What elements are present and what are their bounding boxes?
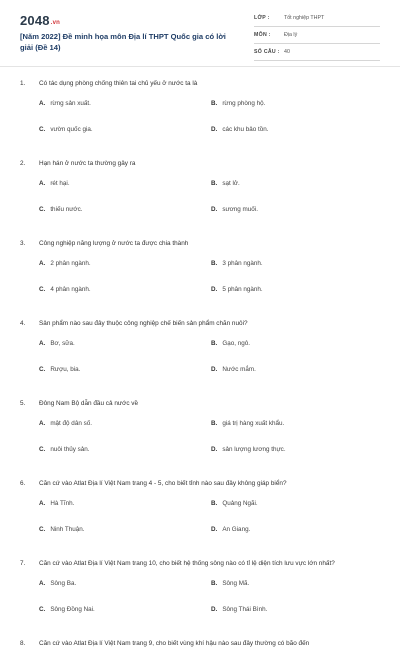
option-letter: C. (39, 446, 46, 453)
option-letter: B. (211, 340, 218, 347)
logo-text: 2048 (20, 13, 50, 28)
option-text: Gạo, ngô. (222, 340, 250, 347)
meta-value: 40 (284, 49, 290, 55)
answer-options (0, 580, 400, 632)
option-letter: A. (39, 100, 46, 107)
option-letter: D. (211, 126, 218, 133)
question-text: Công nghiệp năng lượng ở nước ta được chia thành (39, 240, 189, 247)
meta-label: SỐ CÂU : (254, 49, 280, 55)
option-text: rừng sản xuất. (50, 100, 91, 107)
question-stem (0, 159, 400, 170)
option-text: Ninh Thuận. (50, 526, 85, 533)
option-text: Hà Tĩnh. (50, 500, 75, 507)
answer-row (0, 180, 400, 206)
option-text: rét hại. (50, 180, 70, 187)
answer-option[interactable] (211, 446, 286, 453)
option-letter: C. (39, 126, 46, 133)
answer-option[interactable] (39, 180, 70, 187)
question-number: 6. (20, 480, 26, 487)
option-letter: D. (211, 606, 218, 613)
meta-label: MÔN : (254, 32, 271, 38)
site-logo[interactable] (20, 13, 60, 28)
answer-option[interactable] (39, 526, 85, 533)
option-letter: B. (211, 100, 218, 107)
option-letter: C. (39, 526, 46, 533)
answer-option[interactable] (211, 286, 263, 293)
meta-value: Tốt nghiệp THPT (284, 15, 325, 21)
option-text: các khu bảo tồn. (222, 126, 269, 133)
option-letter: C. (39, 606, 46, 613)
answer-option[interactable] (39, 446, 90, 453)
option-text: Nước mắm. (222, 366, 256, 373)
option-text: thiếu nước. (50, 206, 83, 213)
answer-row (0, 606, 400, 632)
answer-option[interactable] (211, 500, 258, 507)
option-letter: B. (211, 260, 218, 267)
option-letter: B. (211, 580, 218, 587)
answer-option[interactable] (39, 260, 91, 267)
option-text: sản lượng lương thực. (222, 446, 286, 453)
answer-options (0, 340, 400, 392)
option-letter: A. (39, 340, 46, 347)
answer-option[interactable] (39, 500, 74, 507)
answer-row (0, 500, 400, 526)
option-letter: C. (39, 366, 46, 373)
option-letter: B. (211, 180, 218, 187)
question-number: 2. (20, 160, 26, 167)
question-item (0, 159, 400, 232)
header-divider (0, 66, 400, 67)
option-text: sạt lở. (222, 180, 240, 187)
option-text: 2 phân ngành. (50, 260, 91, 267)
question-number: 4. (20, 320, 26, 327)
question-number: 7. (20, 560, 26, 567)
question-text: Căn cứ vào Atlat Địa lí Việt Nam trang 4 - 5, cho biết tỉnh nào sau đây không giáp biển? (39, 480, 287, 487)
answer-option[interactable] (211, 366, 256, 373)
question-text: Hạn hán ở nước ta thường gây ra (39, 160, 136, 167)
option-text: mật độ dân số. (50, 420, 92, 427)
exam-meta (254, 12, 380, 63)
option-text: Rượu, bia. (50, 366, 81, 373)
answer-option[interactable] (211, 526, 250, 533)
answer-row (0, 286, 400, 312)
question-stem (0, 319, 400, 330)
answer-row (0, 580, 400, 606)
answer-option[interactable] (211, 100, 265, 107)
question-item (0, 639, 400, 650)
answer-option[interactable] (211, 260, 263, 267)
question-stem (0, 399, 400, 410)
question-text: Đông Nam Bộ dẫn đầu cả nước về (39, 400, 139, 407)
answer-option[interactable] (39, 580, 76, 587)
meta-count-row (254, 46, 380, 61)
option-text: vườn quốc gia. (50, 126, 93, 133)
answer-options (0, 180, 400, 232)
answer-options (0, 100, 400, 152)
option-text: Quảng Ngãi. (222, 500, 258, 507)
answer-row (0, 260, 400, 286)
question-item (0, 239, 400, 312)
exam-title: [Năm 2022] Đề minh họa môn Địa lí THPT Quốc gia có lời giải (Đề 14) (20, 32, 226, 52)
question-stem (0, 639, 400, 650)
option-text: Sông Mã. (222, 580, 250, 587)
answer-option[interactable] (211, 580, 249, 587)
answer-row (0, 366, 400, 392)
question-number: 5. (20, 400, 26, 407)
question-item (0, 399, 400, 472)
option-letter: B. (211, 420, 218, 427)
question-item (0, 319, 400, 392)
option-letter: D. (211, 526, 218, 533)
option-letter: C. (39, 206, 46, 213)
answer-option[interactable] (211, 126, 269, 133)
answer-row (0, 526, 400, 552)
answer-option[interactable] (211, 206, 258, 213)
option-letter: A. (39, 500, 46, 507)
logo-suffix: .vn (50, 20, 61, 26)
answer-row (0, 446, 400, 472)
question-text: Sản phẩm nào sau đây thuộc công nghiệp chế biến sản phẩm chăn nuôi? (39, 320, 248, 327)
answer-row (0, 420, 400, 446)
option-letter: D. (211, 366, 218, 373)
answer-options (0, 260, 400, 312)
option-text: Bơ, sữa. (50, 340, 75, 347)
page-header (0, 0, 400, 62)
answer-row (0, 206, 400, 232)
meta-value: Địa lý (284, 32, 298, 38)
answer-option[interactable] (39, 126, 93, 133)
answer-option[interactable] (39, 100, 91, 107)
meta-subject-row (254, 29, 380, 44)
question-number: 3. (20, 240, 26, 247)
option-letter: A. (39, 260, 46, 267)
option-text: Sông Ba. (50, 580, 77, 587)
option-letter: C. (39, 286, 46, 293)
question-number: 8. (20, 640, 26, 647)
question-item (0, 479, 400, 552)
option-text: 4 phân ngành. (50, 286, 91, 293)
option-letter: D. (211, 446, 218, 453)
option-text: Sông Thái Bình. (222, 606, 268, 613)
answer-option[interactable] (39, 366, 80, 373)
question-stem (0, 559, 400, 570)
question-item (0, 79, 400, 152)
question-text: Căn cứ vào Atlat Địa lí Việt Nam trang 10, cho biết hệ thống sông nào có tỉ lệ diện tích lưu vực lớn nhất? (39, 560, 335, 567)
answer-options (0, 420, 400, 472)
option-text: nuôi thủy sản. (50, 446, 90, 453)
question-text: Có tác dụng phòng chống thiên tai chủ yếu ở nước ta là (39, 80, 198, 87)
answer-row (0, 100, 400, 126)
answer-option[interactable] (211, 180, 240, 187)
option-letter: D. (211, 286, 218, 293)
question-list (0, 79, 400, 657)
meta-label: LỚP : (254, 15, 270, 21)
option-letter: D. (211, 206, 218, 213)
option-text: 3 phân ngành. (222, 260, 263, 267)
option-text: An Giang. (222, 526, 251, 533)
option-text: 5 phân ngành. (222, 286, 263, 293)
option-letter: A. (39, 580, 46, 587)
answer-option[interactable] (211, 606, 267, 613)
answer-options (0, 500, 400, 552)
answer-option[interactable] (211, 420, 284, 427)
option-text: rừng phòng hộ. (222, 100, 266, 107)
answer-row (0, 340, 400, 366)
question-item (0, 559, 400, 632)
option-letter: B. (211, 500, 218, 507)
answer-option[interactable] (39, 606, 95, 613)
answer-option[interactable] (39, 420, 92, 427)
option-letter: A. (39, 420, 46, 427)
meta-class-row (254, 12, 380, 27)
option-letter: A. (39, 180, 46, 187)
answer-option[interactable] (39, 206, 82, 213)
option-text: sương muối. (222, 206, 258, 213)
option-text: Sông Đồng Nai. (50, 606, 95, 613)
answer-option[interactable] (39, 286, 91, 293)
question-stem (0, 239, 400, 250)
question-text: Căn cứ vào Atlat Địa lí Việt Nam trang 9, cho biết vùng khí hậu nào sau đây thường có bão đến (39, 640, 310, 647)
question-number: 1. (20, 80, 26, 87)
answer-row (0, 126, 400, 152)
question-stem (0, 479, 400, 490)
question-stem (0, 79, 400, 90)
answer-option[interactable] (211, 340, 250, 347)
answer-option[interactable] (39, 340, 75, 347)
option-text: giá trị hàng xuất khẩu. (222, 420, 285, 427)
